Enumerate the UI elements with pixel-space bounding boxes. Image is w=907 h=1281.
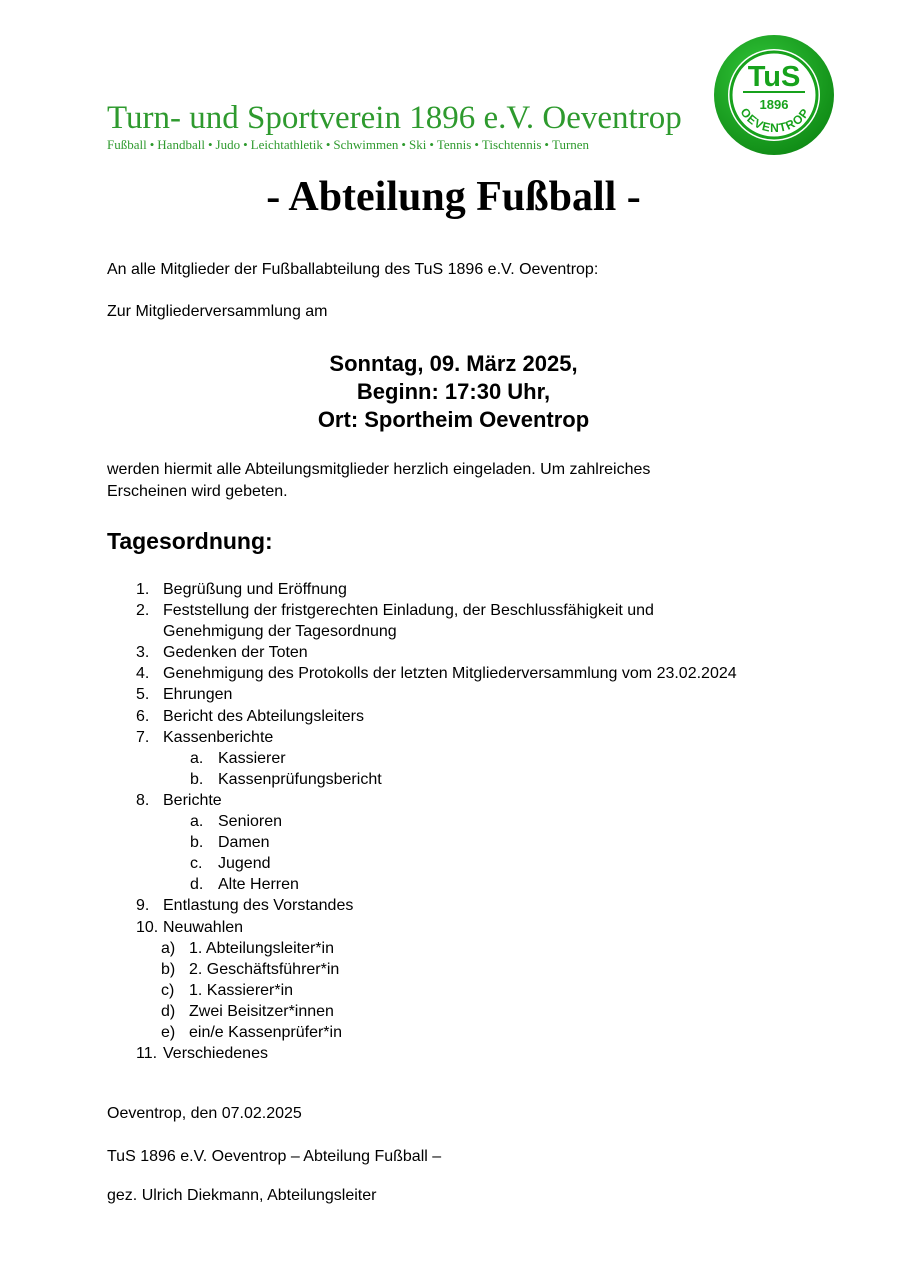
agenda-text: Berichte: [163, 791, 222, 809]
agenda-subitem: [136, 832, 737, 853]
subitem-letter: b.: [190, 834, 204, 852]
agenda-text: Entlastung des Vorstandes: [163, 897, 354, 915]
agenda-item: [136, 1043, 737, 1064]
agenda-number: 9.: [136, 897, 150, 915]
agenda-number: 2.: [136, 602, 150, 620]
agenda-item: [136, 642, 737, 663]
subitem-letter: b): [161, 960, 176, 978]
agenda-text: Gedenken der Toten: [163, 644, 308, 662]
subitem-letter: d): [161, 1002, 176, 1020]
invitation-line-1: werden hiermit alle Abteilungsmitglieder herzlich eingeladen. Um zahlreiches: [107, 461, 651, 478]
agenda-text: Neuwahlen: [163, 918, 244, 936]
logo-year: 1896: [759, 97, 789, 112]
subitem-letter: d.: [190, 876, 204, 894]
logo-arc-text: OEVENTROP: [737, 105, 813, 136]
agenda-text: Ehrungen: [163, 686, 233, 704]
sport-item: Handball: [157, 137, 205, 152]
subitem-text: Zwei Beisitzer*innen: [189, 1002, 334, 1020]
agenda-item: [136, 706, 737, 727]
agenda-text: Begrüßung und Eröffnung: [163, 581, 347, 598]
agenda-number: 11.: [136, 1045, 158, 1063]
agenda-subitem: [136, 748, 737, 769]
agenda-number: 8.: [136, 791, 150, 809]
subitem-text: Alte Herren: [218, 876, 299, 894]
agenda-number: 6.: [136, 707, 150, 725]
agenda-number: 4.: [136, 665, 150, 683]
place-date: Oeventrop, den 07.02.2025: [107, 1105, 302, 1122]
agenda-text: Genehmigung des Protokolls der letzten Mitgliederversammlung vom 23.02.2024: [163, 665, 737, 683]
sport-separator: •: [325, 137, 331, 152]
sport-item: Leichtathletik: [250, 137, 323, 152]
agenda-subitem: [136, 938, 737, 959]
subitem-letter: c.: [190, 855, 203, 873]
agenda-text: Bericht des Abteilungsleiters: [163, 707, 364, 725]
sport-item: Turnen: [551, 137, 590, 152]
agenda-subitem: [136, 980, 737, 1001]
agenda-subitem: [136, 1022, 737, 1043]
sport-item: Tischtennis: [481, 137, 542, 152]
agenda-subitem: [136, 769, 737, 790]
agenda-number: 1.: [136, 581, 150, 598]
sport-separator: •: [243, 137, 248, 152]
subitem-text: Kassierer: [218, 749, 286, 767]
agenda-list: [136, 579, 737, 1064]
sports-list: [107, 137, 589, 153]
sport-item: Fußball: [107, 137, 147, 152]
agenda-number: 7.: [136, 728, 150, 746]
agenda-text: Feststellung der fristgerechten Einladung, der Beschlussfähigkeit und: [163, 602, 654, 620]
agenda-item: [136, 684, 737, 705]
agenda-number: 10.: [136, 918, 159, 936]
agenda-number: 5.: [136, 686, 150, 704]
sport-separator: •: [207, 137, 213, 152]
subitem-letter: e): [161, 1023, 176, 1041]
club-logo: [713, 34, 835, 156]
agenda-subitem: [136, 853, 737, 874]
agenda-heading: Tagesordnung:: [107, 528, 273, 554]
intro-text: Zur Mitgliederversammlung am: [107, 303, 328, 320]
subitem-letter: a.: [190, 749, 204, 767]
agenda-subitem: [136, 874, 737, 895]
sport-item: Tennis: [436, 137, 472, 152]
subitem-text: 1. Abteilungsleiter*in: [189, 939, 334, 957]
sport-separator: •: [544, 137, 549, 152]
invitation-line-2: Erscheinen wird gebeten.: [107, 483, 288, 500]
sport-item: Judo: [215, 137, 241, 152]
subitem-letter: a): [161, 939, 176, 957]
meeting-place: Ort: Sportheim Oeventrop: [317, 407, 590, 432]
sport-separator: •: [474, 137, 479, 152]
agenda-text: Verschiedenes: [163, 1045, 268, 1063]
meeting-time: Beginn: 17:30 Uhr,: [356, 379, 551, 404]
subitem-text: Senioren: [218, 813, 283, 831]
subitem-text: 2. Geschäftsführer*in: [189, 960, 340, 978]
agenda-subitem: [136, 1001, 737, 1022]
agenda-item: [136, 663, 737, 684]
signature-line: gez. Ulrich Diekmann, Abteilungsleiter: [107, 1187, 377, 1204]
subitem-text: Kassenprüfungsbericht: [218, 770, 382, 788]
agenda-item: [136, 917, 737, 938]
agenda-text: Kassenberichte: [163, 728, 274, 746]
organization-line: TuS 1896 e.V. Oeventrop – Abteilung Fußball –: [107, 1148, 442, 1165]
subitem-letter: a.: [190, 813, 204, 831]
meeting-details: [0, 350, 907, 434]
meeting-date: Sonntag, 09. März 2025,: [329, 351, 578, 376]
agenda-item: [136, 790, 737, 811]
subitem-text: 1. Kassierer*in: [189, 981, 294, 999]
sport-item: Schwimmen: [333, 137, 399, 152]
sport-separator: •: [149, 137, 155, 152]
subitem-text: Damen: [218, 834, 270, 852]
sport-item: Ski: [408, 137, 427, 152]
agenda-item: [136, 600, 737, 642]
agenda-subitem: [136, 811, 737, 832]
club-name: Turn- und Sportverein 1896 e.V. Oeventrop: [107, 100, 682, 136]
subitem-text: Jugend: [218, 855, 271, 873]
subitem-letter: b.: [190, 770, 204, 788]
subitem-text: ein/e Kassenprüfer*in: [189, 1023, 342, 1041]
department-title: - Abteilung Fußball -: [266, 174, 641, 220]
sport-separator: •: [429, 137, 434, 152]
salutation: An alle Mitglieder der Fußballabteilung des TuS 1896 e.V. Oeventrop:: [107, 261, 599, 278]
agenda-item: [136, 895, 737, 916]
agenda-item: [136, 727, 737, 748]
agenda-item: [136, 579, 737, 600]
logo-top-text: TuS: [747, 61, 801, 93]
agenda-number: 3.: [136, 644, 150, 662]
sport-separator: •: [401, 137, 406, 152]
agenda-subitem: [136, 959, 737, 980]
subitem-letter: c): [161, 981, 175, 999]
agenda-text-continued: Genehmigung der Tagesordnung: [163, 623, 397, 641]
